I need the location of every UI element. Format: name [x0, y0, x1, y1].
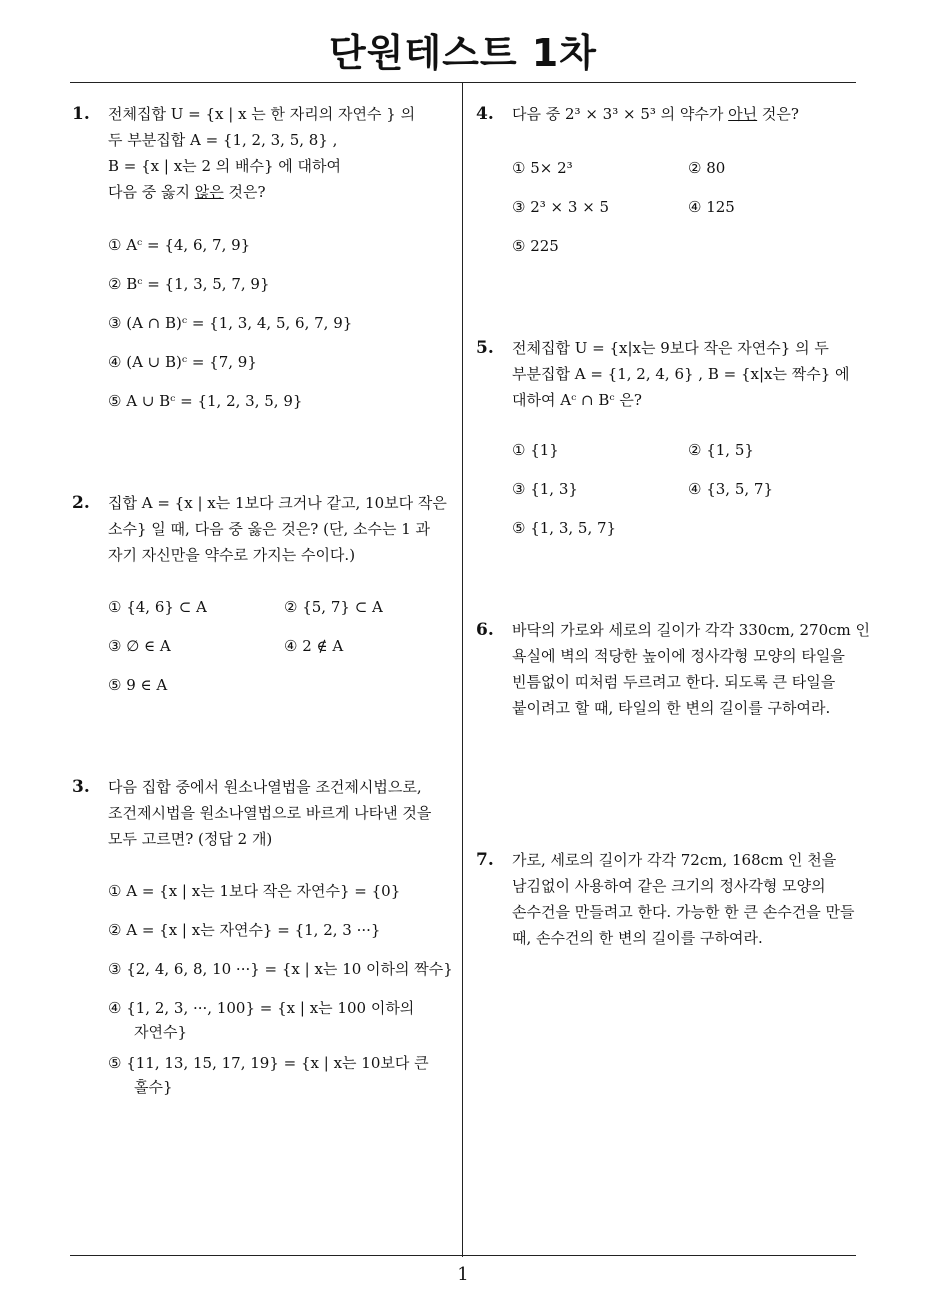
choice-4[interactable]: ④ {1, 2, 3, ···, 100} = {x | x는 100 이하의: [108, 999, 415, 1017]
question-line: 다음 집합 중에서 원소나열법을 조건제시법으로,: [108, 778, 422, 796]
question-4: [476, 101, 856, 261]
question-line: 두 부분집합 A = {1, 2, 3, 5, 8} ,: [108, 131, 338, 149]
question-text: [512, 847, 857, 951]
question-1: [72, 101, 452, 431]
question-line: 대하여 Aᶜ ∩ Bᶜ 은?: [512, 391, 642, 409]
question-text: [108, 490, 453, 568]
question-line: 다음 중 옳지 않은 것은?: [108, 183, 266, 201]
question-text: [108, 774, 453, 852]
question-2: [72, 490, 452, 710]
choice-4[interactable]: ④ {3, 5, 7}: [688, 480, 774, 498]
question-line: 전체집합 U = {x|x는 9보다 작은 자연수} 의 두: [512, 339, 829, 357]
choice-2[interactable]: ② {5, 7} ⊂ A: [284, 598, 383, 616]
question-number: 1.: [72, 104, 90, 124]
question-6: [476, 617, 871, 727]
question-line: 소수} 일 때, 다음 중 옳은 것은? (단, 소수는 1 과: [108, 520, 431, 538]
question-text: [512, 335, 857, 413]
question-line: 욕실에 벽의 적당한 높이에 정사각형 모양의 타일을: [512, 647, 845, 665]
question-text: [108, 101, 453, 205]
choice-1[interactable]: ① 5× 2³: [512, 159, 573, 177]
question-line: [512, 101, 857, 127]
question-line: 빈틈없이 띠처럼 두르려고 한다. 되도록 큰 타일을: [512, 673, 836, 691]
question-5: [476, 335, 861, 545]
question-number: 6.: [476, 620, 494, 640]
question-7: [476, 847, 861, 957]
choice-3[interactable]: ③ (A ∩ B)ᶜ = {1, 3, 4, 5, 6, 7, 9}: [108, 314, 353, 332]
choice-5-continued: 홀수}: [134, 1078, 173, 1096]
question-number: 3.: [72, 777, 90, 797]
choice-5[interactable]: ⑤ 225: [512, 237, 559, 255]
question-line: 바닥의 가로와 세로의 길이가 각각 330cm, 270cm 인: [512, 621, 871, 639]
question-line: 가로, 세로의 길이가 각각 72cm, 168cm 인 천을: [512, 851, 837, 869]
question-line: 자기 자신만을 약수로 가지는 수이다.): [108, 546, 356, 564]
question-text-part: 다음 중 2³ × 3³ × 5³ 의 약수가: [512, 105, 729, 123]
page-title: 단원테스트 1차: [329, 31, 597, 75]
choice-4[interactable]: ④ 125: [688, 198, 735, 216]
choice-4[interactable]: ④ 2 ∉ A: [284, 637, 344, 655]
choice-5[interactable]: ⑤ 9 ∈ A: [108, 676, 168, 694]
choice-1[interactable]: ① Aᶜ = {4, 6, 7, 9}: [108, 236, 251, 254]
choice-2[interactable]: ② A = {x | x는 자연수} = {1, 2, 3 ···}: [108, 921, 381, 939]
choice-5[interactable]: ⑤ {1, 3, 5, 7}: [512, 519, 617, 537]
choice-2[interactable]: ② Bᶜ = {1, 3, 5, 7, 9}: [108, 275, 270, 293]
question-line: 전체집합 U = {x | x 는 한 자리의 자연수 } 의: [108, 105, 416, 123]
question-line: 조건제시법을 원소나열법으로 바르게 나타낸 것을: [108, 804, 432, 822]
question-line: 붙이려고 할 때, 타일의 한 변의 길이를 구하여라.: [512, 699, 831, 717]
choice-5[interactable]: ⑤ {11, 13, 15, 17, 19} = {x | x는 10보다 큰: [108, 1054, 429, 1072]
question-text: [512, 101, 857, 127]
top-divider: [70, 82, 856, 83]
choice-2[interactable]: ② {1, 5}: [688, 441, 754, 459]
underlined-word: 아닌: [728, 105, 758, 123]
question-number: 7.: [476, 850, 494, 870]
page-number: 1: [457, 1264, 469, 1285]
choice-4[interactable]: ④ (A ∪ B)ᶜ = {7, 9}: [108, 353, 257, 371]
choice-1[interactable]: ① {4, 6} ⊂ A: [108, 598, 207, 616]
question-line: 모두 고르면? (정답 2 개): [108, 830, 273, 848]
question-number: 4.: [476, 104, 494, 124]
question-line: 때, 손수건의 한 변의 길이를 구하여라.: [512, 929, 763, 947]
question-line: 부분집합 A = {1, 2, 4, 6} , B = {x|x는 짝수} 에: [512, 365, 850, 383]
question-text: [512, 617, 871, 721]
choice-3[interactable]: ③ 2³ × 3 × 5: [512, 198, 610, 216]
question-text-part: 것은?: [757, 105, 799, 123]
question-line: B = {x | x는 2 의 배수} 에 대하여: [108, 157, 342, 175]
choice-3[interactable]: ③ {1, 3}: [512, 480, 578, 498]
bottom-divider: [70, 1255, 856, 1256]
question-line: 손수건을 만들려고 한다. 가능한 한 큰 손수건을 만들: [512, 903, 855, 921]
choice-2[interactable]: ② 80: [688, 159, 726, 177]
question-line: 집합 A = {x | x는 1보다 크거나 같고, 10보다 작은: [108, 494, 447, 512]
column-divider: [462, 82, 463, 1257]
question-number: 5.: [476, 338, 494, 358]
choice-3[interactable]: ③ {2, 4, 6, 8, 10 ···} = {x | x는 10 이하의 짝수}: [108, 960, 453, 978]
question-number: 2.: [72, 493, 90, 513]
question-line: 남김없이 사용하여 같은 크기의 정사각형 모양의: [512, 877, 826, 895]
choice-1[interactable]: ① {1}: [512, 441, 559, 459]
choice-4-continued: 자연수}: [134, 1023, 188, 1041]
choice-5[interactable]: ⑤ A ∪ Bᶜ = {1, 2, 3, 5, 9}: [108, 392, 303, 410]
choice-1[interactable]: ① A = {x | x는 1보다 작은 자연수} = {0}: [108, 882, 401, 900]
question-3: [72, 774, 457, 1114]
choice-3[interactable]: ③ ∅ ∈ A: [108, 637, 171, 655]
